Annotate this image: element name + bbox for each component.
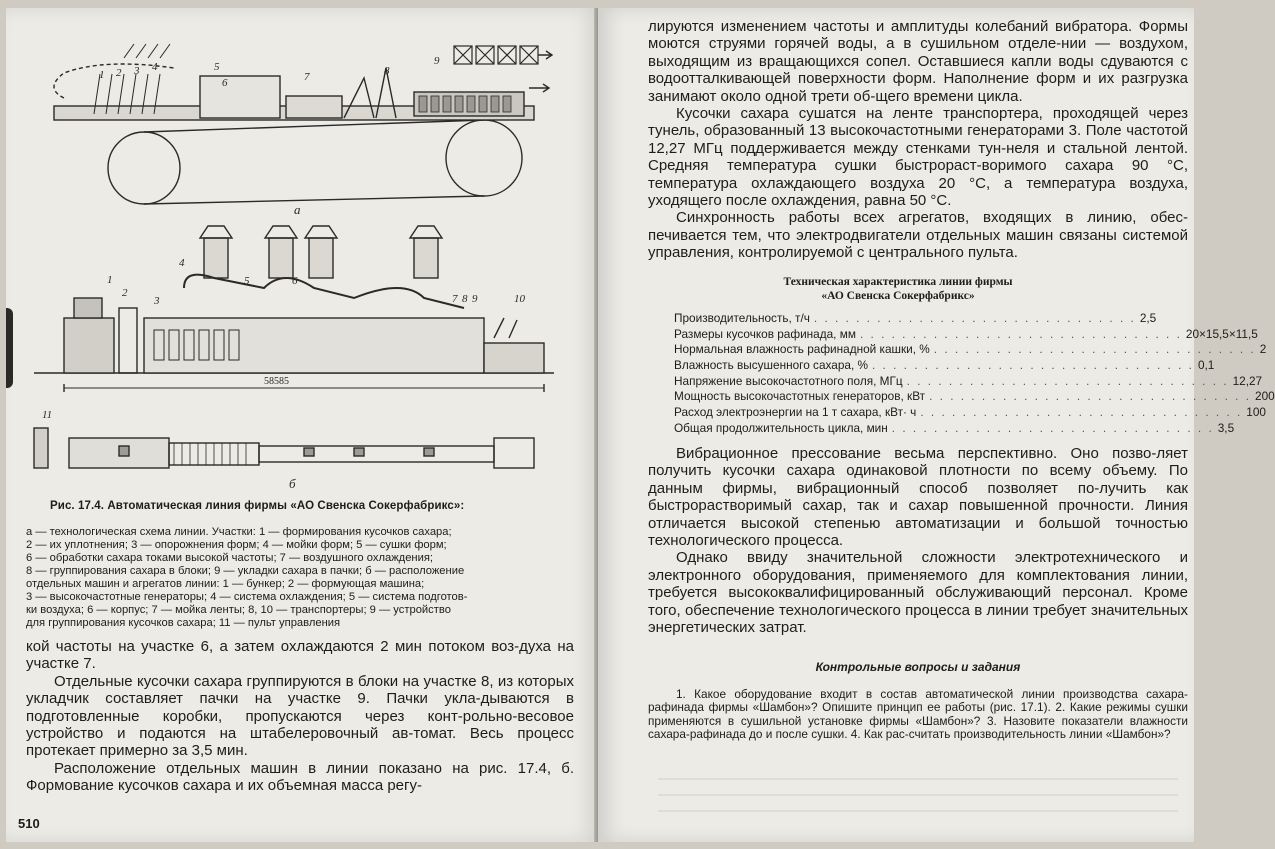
right-page (598, 8, 1275, 842)
page-number: 510 (18, 816, 40, 831)
label-a-7: 7 (304, 71, 310, 83)
paragraph: лируются изменением частоты и амплитуды колебаний вибратора. Формы моются струями горячей воды, а в сушильном отделе-нии — воздухом, выходящим из вращающихся сопел. Оставшиеся капли воды сдуваются с водоотталкивающей поверхности форм. Наполнение форм и их разгрузка занимают около одной трети об-щего времени цикла. (648, 18, 1188, 105)
paragraph: Расположение отдельных машин в линии показано на рис. 17.4, б. Формование кусочков сахара и их объемная масса регу- (26, 759, 574, 795)
label-a-2: 2 (116, 67, 122, 79)
label-b-3: 3 (154, 295, 160, 307)
pulley-left (108, 132, 180, 204)
spec-row: Расход электроэнергии на 1 т сахара, кВт· ч . . . . . . . . . . . . . . . . . . . . . . . . . . . . . . . 100 (674, 405, 1266, 420)
spec-row: Влажность высушенного сахара, % . . . . . . . . . . . . . . . . . . . . . . . . . . . . . . . 0,1 (674, 358, 1215, 373)
bleed-through-line (658, 810, 1178, 812)
label-a-1: 1 (99, 69, 105, 81)
caption-line: 8 — группирования сахара в блоки; 9 — укладки сахара в пачки; б — расположение (26, 565, 465, 577)
label-b-5: 5 (244, 275, 250, 287)
section-title: Контрольные вопросы и задания (815, 660, 1021, 674)
paragraph: кой частоты на участке 6, а затем охлаждаются 2 мин потоком воз-духа на участке 7. (26, 638, 574, 673)
label-b-4: 4 (179, 257, 185, 269)
label-a-3: 3 (134, 65, 140, 77)
paragraph: Однако ввиду значительной сложности электротехнического и электронного оборудования, применяемого для комплектования линии, требуется высококвалифицированный обслуживающий персонал. Кроме того, обеспечение технологического процесса в линии требует значительных энергетических затрат. (648, 549, 1188, 637)
spec-label: Общая продолжительность цикла, мин (674, 420, 888, 435)
spec-row: Мощность высокочастотных генераторов, кВт . . . . . . . . . . . . . . . . . . . . . . . . . . . . . . . 200 (674, 389, 1275, 404)
spec-value: 200 (1255, 389, 1275, 404)
spec-value: 2,5 (1139, 311, 1157, 325)
spec-table (674, 311, 1275, 437)
caption-line: 6 — обработки сахара токами высокой частоты; 7 — воздушного охлаждения; (26, 552, 434, 564)
label-b-11: 11 (42, 409, 53, 421)
page-edge-shadow (6, 308, 13, 388)
paragraph: Синхронность работы всех агрегатов, входящих в линию, обес-печивается тем, что электродвигатели отдельных машин связаны системой управления, контролируемой с центрального пульта. (648, 209, 1188, 262)
label-a-4: 4 (152, 61, 158, 73)
left-page (6, 8, 598, 842)
sublabel-b: б (289, 476, 296, 491)
spec-table-title (668, 275, 1128, 303)
spec-value: 20×15,5×11,5 (1185, 326, 1258, 341)
right-middle-text (648, 445, 1188, 636)
caption-line: а — технологическая схема линии. Участки: 1 — формирования кусочков сахара; (26, 526, 452, 538)
spec-row: Нормальная влажность рафинадной кашки, % . . . . . . . . . . . . . . . . . . . . . . . . . . . . . . . 2 (674, 342, 1267, 357)
spec-label: Влажность высушенного сахара, % (674, 358, 868, 373)
spec-label: Мощность высокочастотных генераторов, кВт (674, 389, 926, 404)
spec-label: Напряжение высокочастотного поля, МГц (674, 373, 903, 388)
spec-table-title-line: Техническая характеристика линии фирмы (783, 276, 1013, 288)
spec-label: Расход электроэнергии на 1 т сахара, кВт· ч (674, 405, 917, 420)
paragraph: Вибрационное прессование весьма перспективно. Оно позво-ляет получить кусочки сахара одинаковой плотности по всему объему. По данным фирмы, вибрационный способ позволяет по-лучить как быстрорастворимый сахар, так и сахар повышенной прочности. Линия отличается высокой степенью автоматизации и большой точностью технологического процесса. (648, 445, 1188, 550)
sublabel-a: а (294, 202, 301, 217)
label-b-9: 9 (472, 293, 478, 305)
left-body-text (26, 638, 574, 795)
pulley-right (446, 120, 522, 196)
label-a-9: 9 (434, 55, 440, 67)
spec-row: Размеры кусочков рафинада, мм . . . . . . . . . . . . . . . . . . . . . . . . . . . . . . . 20×15,5×11,5 (674, 326, 1258, 341)
questions-text: 1. Какое оборудование входит в состав автоматической линии производства сахара-рафинада фирмы «Шамбон»? Опишите принцип ее работы (рис. 17.1). 2. Какие режимы сушки применяются в сушильной установке фирмы «Шамбон»? 3. Назовите показатели влажности сахара-рафинада до и после сушки. 4. Как рас-считать производительность линии «Шамбон»? (648, 687, 1188, 742)
spec-label: Производительность, т/ч (674, 311, 810, 325)
label-a-8: 8 (384, 65, 390, 77)
label-b-6: 6 (292, 275, 298, 287)
figure-17-4 (24, 18, 569, 508)
paragraph: Кусочки сахара сушатся на ленте транспортера, проходящей через тунель, образованный 13 высокочастотными генераторами 3. Поле частотой 12,27 МГц поддерживается между стенками тун-неля и стальной лентой. Средняя температура сушки быстрораст-воримого сахара 90 °С, температура охлаждающего воздуха 20 °С, а температура воздуха, уходящего после охлаждения, равна 50 °С. (648, 105, 1188, 210)
spec-table-title-line: «АО Свенска Сокерфабрикс» (821, 290, 975, 302)
spec-value: 2 (1259, 342, 1267, 357)
label-b-2: 2 (122, 287, 128, 299)
spec-row: Общая продолжительность цикла, мин . . . . . . . . . . . . . . . . . . . . . . . . . . . . . . . 3,5 (674, 420, 1235, 435)
caption-line: для группирования кусочков сахара; 11 — пульт управления (26, 617, 341, 629)
control-questions (648, 688, 1188, 742)
label-a-6: 6 (222, 77, 228, 89)
caption-line: ки воздуха; 6 — корпус; 7 — мойка ленты; 8, 10 — транспортеры; 9 — устройство (26, 604, 451, 616)
spec-value: 100 (1246, 405, 1266, 420)
bleed-through-line (658, 794, 1178, 796)
spec-value: 12,27 (1232, 373, 1263, 388)
caption-line: 2 — их уплотнения; 3 — опорожнения форм; 4 — мойки форм; 5 — сушки форм; (26, 539, 447, 551)
paragraph: Отдельные кусочки сахара группируются в блоки на участке 8, из которых укладчик составляет пачки на участке 9. Пачки укла-дываются в подготовленные коробки, пропускаются через конт-рольно-весовое устройство и подаются на штабелеровочный ав-томат. Весь процесс протекает примерно за 3,5 мин. (26, 672, 574, 760)
bleed-through-line (658, 778, 1178, 780)
spec-value: 0,1 (1197, 358, 1215, 373)
dimension-label: 58585 (264, 376, 289, 387)
spec-row: Напряжение высокочастотного поля, МГц . . . . . . . . . . . . . . . . . . . . . . . . . . . . . . . 12,27 (674, 373, 1263, 388)
label-b-10: 10 (514, 293, 525, 305)
figure-caption (26, 526, 574, 630)
label-b-8: 8 (462, 293, 468, 305)
spec-row: Производительность, т/ч . . . . . . . . . . . . . . . . . . . . . . . . . . . . . . . 2,5 (674, 311, 1174, 327)
caption-line: отдельных машин и агрегатов линии: 1 — бункер; 2 — формующая машина; (26, 578, 425, 590)
right-top-text (648, 18, 1188, 262)
label-b-1: 1 (107, 274, 113, 286)
caption-line: 3 — высокочастотные генераторы; 4 — система охлаждения; 5 — система подготов- (26, 591, 468, 603)
spec-label: Размеры кусочков рафинада, мм (674, 326, 856, 341)
figure-drawing (24, 18, 569, 508)
label-a-5: 5 (214, 61, 220, 73)
label-b-7: 7 (452, 293, 458, 305)
spec-label: Нормальная влажность рафинадной кашки, % (674, 342, 930, 357)
figure-title: Рис. 17.4. Автоматическая линия фирмы «АО Свенска Сокерфабрикс»: (50, 500, 465, 512)
spec-value: 3,5 (1217, 420, 1235, 435)
